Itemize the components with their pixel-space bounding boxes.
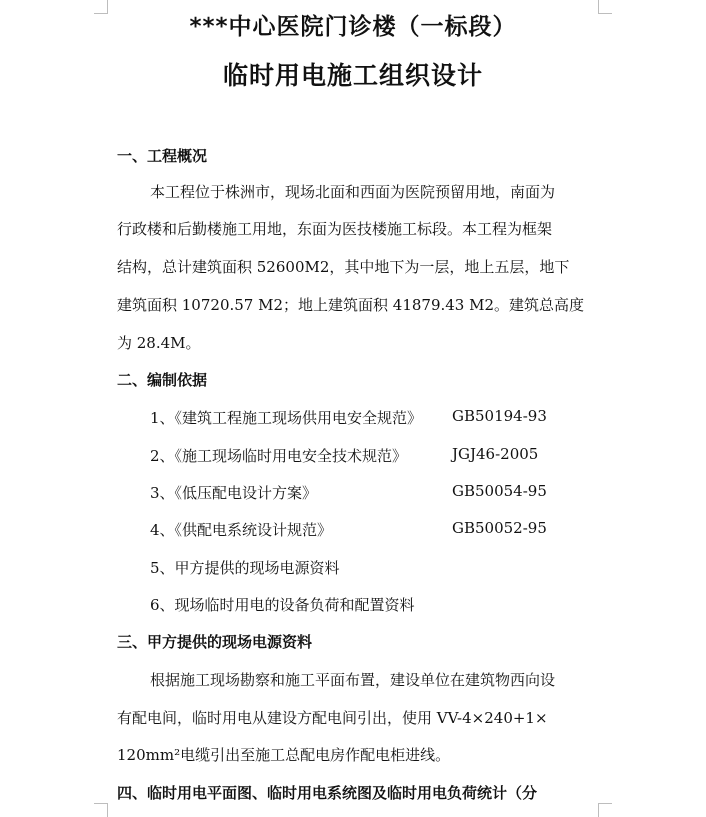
reference-item: 6、现场临时用电的设备负荷和配置资料 — [150, 596, 415, 614]
reference-item: 3、《低压配电设计方案》 — [150, 484, 318, 502]
document-title-line2: 临时用电施工组织设计 — [222, 61, 483, 90]
reference-code: GB50054-95 — [452, 482, 547, 500]
section1-paragraph-line: 行政楼和后勤楼施工用地，东面为医技楼施工标段。本工程为框架 — [117, 220, 553, 238]
reference-code: GB50052-95 — [452, 519, 547, 537]
section1-paragraph-line: 本工程位于株洲市，现场北面和西面为医院预留用地，南面为 — [150, 183, 556, 201]
section3-heading: 三、甲方提供的现场电源资料 — [117, 633, 313, 651]
reference-item: 1、《建筑工程施工现场供用电安全规范》 — [150, 409, 423, 427]
reference-item: 4、《供配电系统设计规范》 — [150, 521, 333, 539]
section2-heading: 二、编制依据 — [117, 371, 208, 389]
section1-paragraph-line: 结构，总计建筑面积 52600M2，其中地下为一层，地上五层，地下 — [117, 258, 570, 276]
section1-paragraph-line: 建筑面积 10720.57 M2；地上建筑面积 41879.43 M2。建筑总高度 — [117, 296, 585, 314]
section1-paragraph-line: 为 28.4M。 — [117, 334, 201, 352]
reference-item: 5、甲方提供的现场电源资料 — [150, 559, 340, 577]
document-title-line1: ***中心医院门诊楼（一标段） — [189, 14, 517, 40]
section1-heading: 一、工程概况 — [117, 147, 208, 165]
section4-heading: 四、临时用电平面图、临时用电系统图及临时用电负荷统计（分 — [117, 784, 538, 802]
section3-paragraph-line: 有配电间，临时用电从建设方配电间引出，使用 VV-4×240+1× — [117, 709, 548, 727]
crop-mark-bottom-left — [94, 803, 108, 817]
section3-paragraph-line: 根据施工现场勘察和施工平面布置，建设单位在建筑物西向设 — [150, 671, 556, 689]
reference-item: 2、《施工现场临时用电安全技术规范》 — [150, 447, 408, 465]
reference-code: GB50194-93 — [452, 407, 547, 425]
section3-paragraph-line: 120mm²电缆引出至施工总配电房作配电柜进线。 — [117, 746, 451, 764]
crop-mark-bottom-right — [598, 803, 612, 817]
reference-code: JGJ46-2005 — [452, 445, 539, 463]
